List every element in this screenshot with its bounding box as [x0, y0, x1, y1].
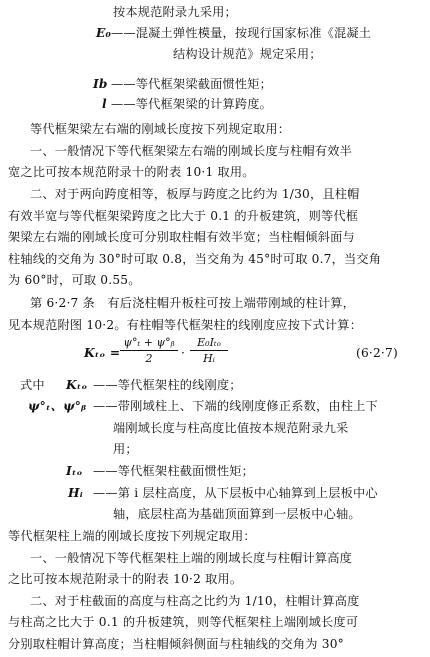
formula-numerator: ψ°ₜ + ψ°ᵦ: [123, 336, 175, 349]
symbol-psi: ψ°ₜ、ψ°ᵦ: [28, 399, 87, 413]
text-line: 等代框架柱上端的刚域长度按下列规定取用：: [8, 529, 256, 543]
text-line: 为 60°时，可取 0.55。: [8, 273, 141, 287]
text-line: 之比可按本规范附录十的附表 10·2 取用。: [8, 572, 243, 586]
text-line: ——等代框架柱的线刚度；: [93, 378, 242, 392]
formula-fraction-1: [120, 336, 178, 365]
symbol-ito: Iₜₒ: [66, 464, 83, 478]
text-line: 等代框架梁左右端的刚域长度按下列规定取用：: [30, 122, 291, 136]
text-line: 轴，底层柱高为基础顶面算到一层板中心轴。: [113, 507, 361, 521]
text-line: 一、一般情况下等代框架柱上端的刚域长度与柱帽计算高度: [30, 551, 353, 565]
text-line: 有效半宽与等代框架梁跨度之比大于 0.1 的升板建筑，则等代框: [8, 209, 359, 223]
symbol-e0: E₀: [96, 26, 112, 40]
symbol-l: l: [102, 97, 107, 111]
text-line: 按本规范附录九采用；: [113, 5, 237, 19]
text-line: 与柱高之比大于 0.1 的升板建筑，则等代框架柱上端刚域长度可: [8, 615, 359, 629]
formula-number: (6·2·7): [356, 346, 398, 360]
text-line: 见本规范附图 10·2。有柱帽等代框架柱的线刚度应按下式计算：: [8, 318, 363, 332]
formula-fraction-2: [190, 336, 228, 365]
formula-denominator: Hᵢ: [203, 352, 215, 365]
text-line: 一、一般情况下等代框架梁左右端的刚域长度与柱帽有效半: [30, 144, 353, 158]
formula-denominator: 2: [145, 352, 153, 365]
text-line: ——等代框架梁的计算跨度。: [111, 97, 273, 111]
formula-dot: ·: [181, 346, 186, 360]
text-line: ——第 i 层柱高度，从下层板中心轴算到上层板中心: [93, 486, 378, 500]
formula-lhs: Kₜₒ =: [84, 346, 121, 360]
text-line: 架梁左右端的刚域长度可分别取柱帽有效半宽；当柱帽倾斜面与: [8, 230, 355, 244]
text-line: 柱轴线的交角为 30°时可取 0.8，当交角为 45°时可取 0.7，当交角: [8, 252, 382, 266]
text-line: 二、对于两向跨度相等，板厚与跨度之比约为 1/30，且柱帽: [30, 187, 360, 201]
text-line: 二、对于柱截面的高度与柱高之比约为 1/10，柱帽计算高度: [30, 594, 360, 608]
symbol-kto: Kₜₒ: [66, 378, 88, 392]
fraction-bar: [120, 350, 178, 351]
text-line: 式中: [20, 378, 45, 392]
text-line: 用；: [113, 442, 138, 456]
text-line: ——等代框架柱截面惯性矩；: [93, 464, 255, 478]
text-line: 结构设计规范》规定采用；: [173, 47, 322, 61]
formula-numerator: E₀Iₜₒ: [197, 336, 221, 349]
article-heading: 第 6·2·7 条 有后浇柱帽升板柱可按上端带刚域的柱计算，: [30, 296, 356, 310]
text-line: 宽之比可按本规范附录十的附表 10·1 取用。: [8, 165, 255, 179]
text-line: ——等代框架梁截面惯性矩；: [111, 77, 273, 91]
text-line: 分别取柱帽计算高度；当柱帽倾斜侧面与柱轴线的交角为 30°: [8, 637, 344, 651]
symbol-ib: Ib: [93, 77, 108, 91]
fraction-bar: [190, 350, 228, 351]
text-line: ——带刚域柱上、下端的线刚度修正系数，由柱上下: [93, 399, 378, 413]
text-line: ——混凝土弹性模量，按现行国家标准《混凝土: [111, 26, 372, 40]
text-line: 端刚域长度与柱高度比值按本规范附录九采: [113, 421, 349, 435]
symbol-hi: Hᵢ: [68, 486, 83, 500]
